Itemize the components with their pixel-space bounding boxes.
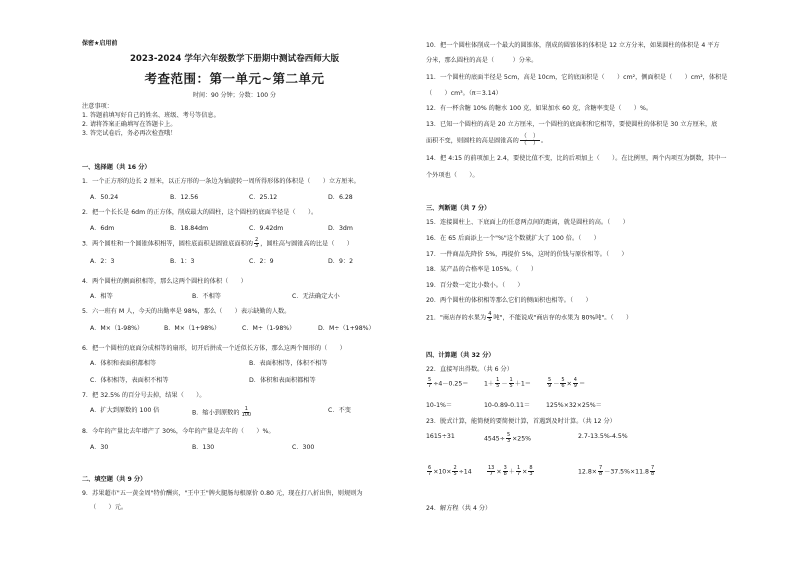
question-13-cont (426, 134, 547, 147)
option[interactable]: B．18.84dm (170, 225, 209, 232)
question-24: 24．解方程（共 4 分） (426, 505, 492, 512)
fraction-denominator: 5 (488, 317, 492, 323)
calc-item: $\frac{6}{7}$ ×10× $\frac{2}{5}$ ÷14 (428, 465, 472, 477)
question-14-cont: 个外项也（ ）。 (426, 172, 479, 179)
question-16: 16．在 65 后面添上一个"%"这个数就扩大了 100 倍。（ ） (426, 235, 600, 242)
fraction-numerator: 1 (244, 406, 248, 412)
option-text: B．缩小到原数的 (192, 409, 240, 417)
question-3-text-a: 3．两个圆柱和一个圆锥体积相等，圆柱底面积是圆锥底面积的 (82, 240, 253, 248)
question-20: 20．两个圆柱的体积相等那么它们的侧面积也相等。（ ） (426, 297, 592, 304)
question-3-text-b: ，圆柱高与圆锥高的比是（ ） (260, 240, 353, 248)
exam-info: 时间：90 分钟；分数：100 分 (193, 92, 276, 99)
calc-item: 1＋ $\frac{1}{5}$ － $\frac{1}{5}$ ＋1＝ (484, 377, 531, 389)
calc-item: 4545÷ $\frac{5}{3}$ ×25% (484, 432, 532, 444)
note-item: 2. 请将答案正确填写在答题卡上。 (82, 121, 177, 128)
section-title-judge: 三、判断题（共 7 分） (426, 205, 491, 212)
option[interactable]: A．2：3 (90, 258, 115, 265)
option[interactable]: C．9.42dm (249, 225, 284, 232)
fraction-denominator: 100 (241, 412, 252, 418)
fraction-denominator-blank[interactable]: （ ） (520, 140, 539, 147)
option[interactable]: C．体积相等，表面积不相等 (90, 377, 169, 384)
option[interactable]: A．50.24 (90, 194, 119, 201)
calc-item: 2.7-13.5%-4.5% (578, 433, 628, 440)
option[interactable]: C．25.12 (249, 194, 278, 201)
option[interactable]: B．表面积相等，体积不相等 (249, 360, 328, 367)
fraction-numerator-blank[interactable]: （ ） (520, 133, 539, 140)
calc-item: 10-0.89-0.11＝ (484, 402, 531, 409)
calc-item: 12.8× $\frac{7}{8}$ －37.5%×11.8 $\frac{7}{8}$ (578, 465, 655, 477)
question-15: 15．连接圆柱上、下底面上的任意两点间的距离，就是圆柱的高。（ ） (426, 219, 629, 226)
option[interactable]: A．扩大到原数的 100 倍 (90, 407, 160, 414)
calc-item: 10-1%＝ (426, 402, 453, 409)
question-1: 1．一个正方形的边长 2 厘米，以正方形的一条边为轴旋转一周所得形体的体积是（ ）立方厘米。 (82, 178, 360, 185)
fraction (487, 312, 492, 323)
calc-item: 1615÷31 (426, 433, 455, 440)
answer-fraction-blank[interactable] (520, 134, 540, 147)
option[interactable]: B．M×（1+98%） (164, 325, 221, 332)
calc-item: $\frac{5}{9}$ － $\frac{5}{6}$ × $\frac{4}{9}$ ＝ (548, 377, 586, 389)
question-19: 19．百分数一定比小数小。（ ） (426, 282, 524, 289)
question-21 (426, 312, 632, 323)
option[interactable]: A．M×（1-98%） (90, 325, 144, 332)
question-4: 4．两个圆柱的侧面积相等，那么这两个圆柱的体积（ ） (82, 278, 247, 285)
option[interactable]: D．3dm (328, 225, 353, 232)
option[interactable]: C．无法确定大小 (292, 293, 340, 300)
option[interactable]: A．相等 (90, 293, 113, 300)
option[interactable]: C．不变 (328, 407, 351, 414)
question-23: 23．脱式计算，能简便的要简便计算，首遇到及时计算。（共 12 分） (426, 418, 616, 425)
fraction (254, 238, 259, 249)
fraction-numerator: 2 (255, 237, 259, 243)
question-13: 13．已知一个圆柱的高是 20 立方厘米，一个圆柱的底面积和它相等，要使圆柱的体积是 30 立方厘米，底 (426, 121, 718, 128)
option[interactable]: C．M÷（1-98%） (242, 325, 296, 332)
option[interactable]: B．1：3 (170, 258, 195, 265)
question-17: 17．一件商品先降价 5%，再提价 5%，这时的价钱与原价相等。（ ） (426, 251, 628, 258)
note-item: 3. 答完试卷后，务必再次检查哦！ (82, 130, 177, 137)
question-10-cont: 分米，那么圆柱的高是（ ）分米。 (426, 57, 538, 64)
option[interactable]: C．2：9 (249, 258, 274, 265)
option[interactable]: B．不相等 (192, 293, 221, 300)
option[interactable]: C．300 (292, 444, 315, 451)
secret-label: 保密★启用前 (82, 40, 118, 47)
question-3 (82, 238, 353, 249)
section-title-choice: 一、选择题（共 16 分） (82, 164, 151, 171)
note-item: 1. 答题前填写好自己的姓名、班级、考号等信息。 (82, 112, 220, 119)
option[interactable]: A．体积和表面积都相等 (90, 360, 157, 367)
question-2: 2．把一个长长是 6dm 的正方体，削成最大的圆柱，这个圆柱的底面半径是（ ）。 (82, 209, 318, 216)
option[interactable]: D．M÷（1+98%） (318, 325, 375, 332)
question-22: 22．直接写出得数。（共 6 分） (426, 366, 513, 373)
option[interactable]: D．6.28 (328, 194, 353, 201)
question-11: 11．一个圆柱的底面半径是 5cm，高是 10cm，它的底面积是（ ）cm²，侧面积是（ ）cm²，体积是 (426, 74, 728, 81)
fraction (241, 407, 253, 418)
option[interactable]: D．体积和表面积都相等 (249, 377, 316, 384)
calc-item: $\frac{13}{7}$ × $\frac{3}{8}$ ＋ $\frac{1}{7}$ × $\frac{8}{3}$ (488, 465, 533, 477)
option[interactable]: D．9：2 (328, 258, 354, 265)
question-12: 12．有一杯含糖 10% 的糖水 100 克，如果加水 60 克，含糖率变是（ ）%。 (426, 105, 653, 112)
question-9-cont: （ ）元。 (90, 504, 128, 511)
exam-title: 2023-2024 学年六年级数学下册期中测试卷西师大版 (129, 54, 340, 64)
option[interactable]: A．30 (90, 444, 109, 451)
question-9: 9．苏果超市"五一黄金周"特价酬宾，"王中王"牌火腿肠每根原价 0.80 元，现在打八折出售，则规则为 (82, 490, 363, 497)
question-13-end: 。 (540, 137, 548, 145)
option[interactable]: B．130 (192, 444, 215, 451)
question-8: 8．今年的产量比去年增产了 30%，今年的产量是去年的（ ）%。 (82, 428, 275, 435)
question-7: 7．把 32.5% 的百分号去掉，结果（ ）。 (82, 392, 206, 399)
exam-subtitle: 考查范围：第一单元~第二单元 (144, 71, 325, 86)
question-21-text-b: 吨"，不能说成"商店存的水果为 80%吨"。（ ） (493, 314, 633, 322)
question-11-cont: （ ）cm³。（π＝3.14） (426, 90, 502, 97)
calc-part: ×25% (512, 435, 532, 443)
question-13-text: 面积不变，则圆柱的高是圆锥高的 (426, 137, 519, 145)
question-6: 6．把一个圆柱的底面分成相等的扇形，切开后拼成一个近似长方体，那么这两个图形的（ ） (82, 345, 346, 352)
calc-item: 125%×32×25%＝ (546, 402, 602, 409)
calc-part: 4545÷ (484, 435, 505, 443)
calc-item: $\frac{5}{7}$ ÷4－0.25＝ (428, 377, 469, 389)
question-5: 5．六一班有 M 人，今天的出勤率是 98%，那么（ ）表示缺勤的人数。 (82, 308, 291, 315)
question-14: 14．把 4:15 的前项加上 2.4，要使比值不变，比的后项加上（ ）。在比例里，两个内项互为倒数，其中一 (426, 155, 727, 162)
question-10: 10．把一个圆柱体削成一个最大的圆锥体，削成的圆锥体的体积是 12 立方分米，如果圆柱的体积是 4 平方 (426, 42, 720, 49)
fraction-numerator: 4 (488, 311, 492, 317)
question-18: 18．某产品的合格率是 105%。（ ） (426, 266, 538, 273)
section-title-calc: 四、计算题（共 32 分） (426, 352, 495, 359)
section-title-fill: 二、填空题（共 9 分） (82, 476, 147, 483)
option[interactable]: B．12.56 (170, 194, 199, 201)
option[interactable]: A．6dm (90, 225, 115, 232)
fraction-denominator: 3 (255, 243, 259, 249)
option[interactable] (192, 407, 253, 418)
notes-title: 注意事项： (82, 103, 113, 110)
question-21-text-a: 21．"商店存的水果为 (426, 314, 487, 322)
